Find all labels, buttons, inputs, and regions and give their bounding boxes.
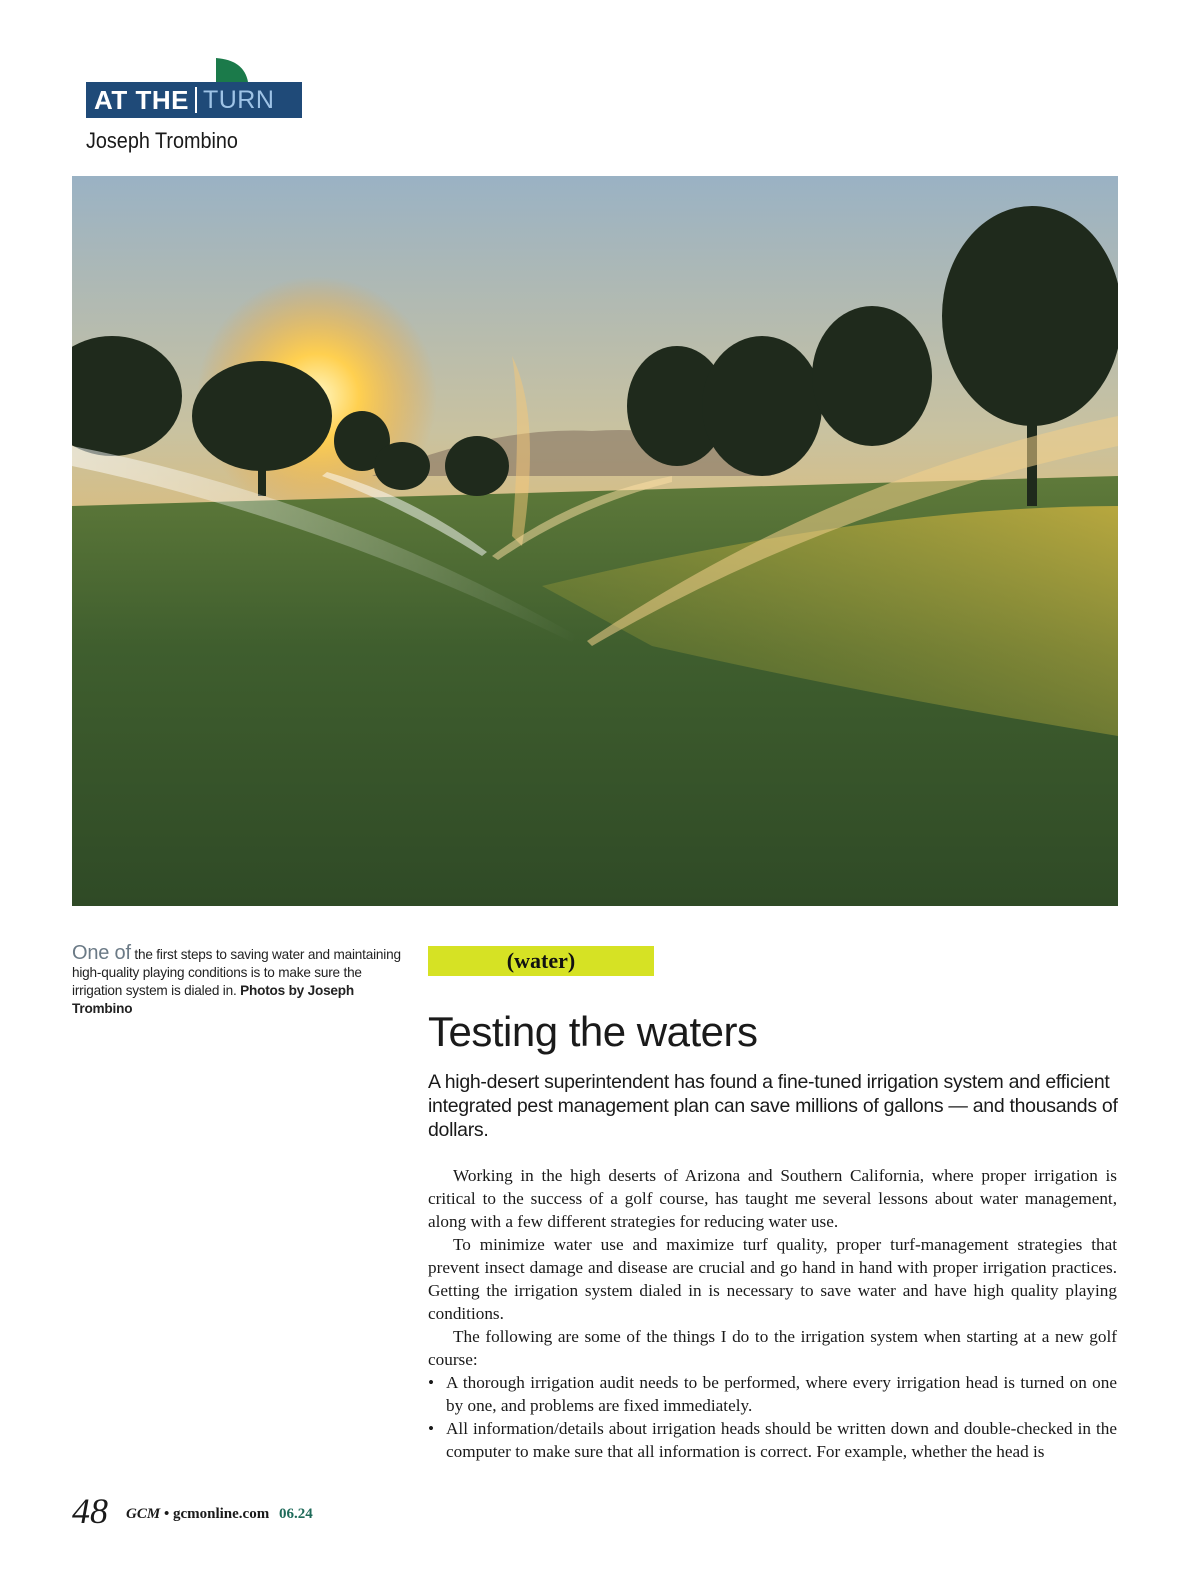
article-body <box>428 1164 1117 1463</box>
magazine-name: GCM <box>126 1506 161 1522</box>
topic-label: (water) <box>506 948 576 973</box>
footer-website: gcmonline.com <box>172 1506 270 1522</box>
golf-course-sprinklers-sunrise-image <box>72 176 1118 906</box>
bullet-item: • All information/details about irrigation heads should be written down and double-checked in the computer to make sure that all information is correct. For example, whether the head is <box>428 1417 1117 1463</box>
body-bullet-list <box>428 1371 1117 1463</box>
photo-caption <box>72 944 408 1018</box>
body-paragraph: The following are some of the things I do to the irrigation system when starting at a new golf course: <box>428 1327 1117 1369</box>
page-number: 48 <box>72 1491 108 1531</box>
body-paragraph: Working in the high deserts of Arizona and Southern California, where proper irrigation is critical to the success of a golf course, has taught me several lessons about water management, along with a few different strategies for reducing water use. <box>428 1166 1117 1231</box>
body-paragraph: To minimize water use and maximize turf quality, proper turf-management strategies that prevent insect damage and disease are crucial and go hand in hand with proper irrigation practices. Getting the irrigation system dialed in is necessary to save water and have high quality playing conditions. <box>428 1235 1117 1323</box>
footer-line <box>126 1506 313 1523</box>
article-headline: Testing the waters <box>428 1008 758 1055</box>
photo-credit: Photos by Joseph Trombino <box>72 983 354 1016</box>
topic-tag <box>428 946 654 976</box>
caption-lead: One of <box>72 942 131 964</box>
article-photo <box>72 176 1118 906</box>
footer-separator: • <box>163 1506 170 1522</box>
issue-date: 06.24 <box>278 1506 313 1522</box>
author-name: Joseph Trombino <box>86 128 238 153</box>
leaf-icon <box>216 58 248 82</box>
section-logo <box>86 58 302 120</box>
logo-bar <box>86 82 302 118</box>
logo-turn: TURN <box>202 85 275 114</box>
article-dek: A high-desert superintendent has found a fine-tuned irrigation system and efficient integrated pest management plan can save millions of gallons — and thousands of dollars. <box>428 1071 1118 1141</box>
caption-text: the first steps to saving water and maintaining high-quality playing conditions is to make sure the irrigation system is dialed in. <box>72 947 401 998</box>
bullet-item: • A thorough irrigation audit needs to be performed, where every irrigation head is turned on one by one, and problems are fixed immediately. <box>428 1371 1117 1417</box>
logo-divider <box>195 87 197 113</box>
logo-at-the: AT THE <box>94 84 189 115</box>
